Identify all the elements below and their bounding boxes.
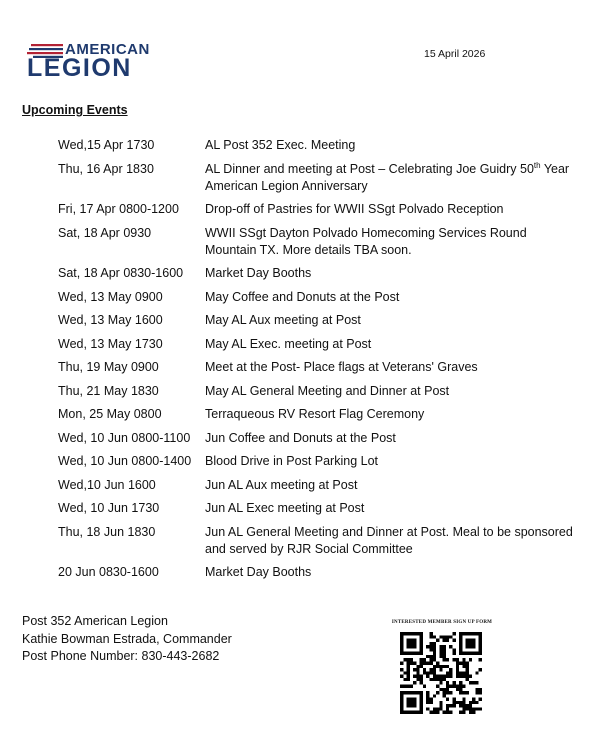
event-description: Jun AL General Meeting and Dinner at Post. Meal to be sponsored and served by RJR Social Committee: [205, 524, 573, 556]
event-row: [58, 137, 588, 154]
event-date: Wed, 10 Jun 1730: [58, 501, 160, 515]
event-row: [58, 312, 588, 329]
event-description: [205, 161, 580, 195]
logo-text-american: AMERICAN: [65, 41, 150, 58]
post-contact-info: [22, 613, 232, 666]
event-date: Wed, 13 May 1730: [58, 336, 163, 351]
events-list: [58, 137, 588, 581]
event-date: Sat, 18 Apr 0930: [58, 225, 152, 240]
section-title: Upcoming Events: [22, 103, 128, 117]
event-row: [58, 406, 588, 423]
event-date: Fri, 17 Apr 0800-1200: [58, 202, 179, 216]
event-date: Wed, 10 Jun 0800-1400: [58, 454, 192, 468]
event-row: [58, 453, 588, 470]
commander-name: Kathie Bowman Estrada, Commander: [22, 631, 232, 646]
event-row: [58, 524, 588, 558]
event-row: [58, 430, 588, 447]
event-date: Thu, 21 May 1830: [58, 383, 159, 398]
event-description: Jun Coffee and Donuts at the Post: [205, 430, 396, 445]
american-legion-logo: [27, 41, 162, 81]
event-date: Wed,10 Jun 1600: [58, 477, 156, 492]
event-row: [58, 359, 588, 376]
event-description-text-cont: Year American Legion Anniversary: [205, 161, 570, 193]
event-description: May Coffee and Donuts at the Post: [205, 289, 400, 304]
event-date: Thu, 16 Apr 1830: [58, 161, 154, 176]
event-description: Jun AL Exec meeting at Post: [205, 501, 365, 515]
event-row: [58, 201, 588, 218]
event-row: [58, 383, 588, 400]
event-date: Wed, 13 May 1600: [58, 313, 163, 327]
qr-code-icon[interactable]: [400, 632, 482, 714]
event-description: AL Post 352 Exec. Meeting: [205, 138, 356, 152]
event-description: Terraqueous RV Resort Flag Ceremony: [205, 407, 425, 421]
event-row: [58, 500, 588, 517]
event-date: Thu, 19 May 0900: [58, 360, 159, 374]
event-description: WWII SSgt Dayton Polvado Homecoming Services Round Mountain TX. More details TBA soon.: [205, 225, 527, 257]
post-phone: Post Phone Number: 830-443-2682: [22, 649, 220, 663]
event-row: [58, 289, 588, 306]
event-date: Sat, 18 Apr 0830-1600: [58, 266, 184, 280]
event-description: Blood Drive in Post Parking Lot: [205, 454, 379, 468]
event-description: Jun AL Aux meeting at Post: [205, 477, 358, 492]
event-row: [58, 477, 588, 494]
event-date: Thu, 18 Jun 1830: [58, 524, 156, 539]
event-description: May AL Aux meeting at Post: [205, 313, 361, 327]
logo-text-legion: LEGION: [27, 54, 132, 82]
event-description: May AL Exec. meeting at Post: [205, 336, 372, 351]
event-row: [58, 564, 588, 581]
event-description: Drop-off of Pastries for WWII SSgt Polvado Reception: [205, 202, 504, 216]
document-date: 15 April 2026: [424, 48, 486, 60]
event-date: Wed, 13 May 0900: [58, 289, 163, 304]
event-date: Wed, 10 Jun 0800-1100: [58, 430, 191, 445]
qr-code-label: INTERESTED MEMBER SIGN UP FORM: [391, 620, 493, 625]
event-date: 20 Jun 0830-1600: [58, 565, 159, 579]
event-description: May AL General Meeting and Dinner at Post: [205, 383, 450, 398]
ordinal-suffix: th: [533, 160, 541, 170]
event-date: Wed,15 Apr 1730: [58, 138, 155, 152]
post-name: Post 352 American Legion: [22, 614, 168, 628]
event-row: [58, 225, 588, 259]
event-description: Market Day Booths: [205, 266, 312, 280]
event-description: Market Day Booths: [205, 565, 312, 579]
event-row: [58, 161, 588, 195]
event-description-text: AL Dinner and meeting at Post – Celebrating Joe Guidry 50: [205, 161, 534, 176]
event-row: [58, 336, 588, 353]
event-row: [58, 265, 588, 282]
event-date: Mon, 25 May 0800: [58, 407, 162, 421]
event-description: Meet at the Post- Place flags at Veterans' Graves: [205, 360, 478, 374]
